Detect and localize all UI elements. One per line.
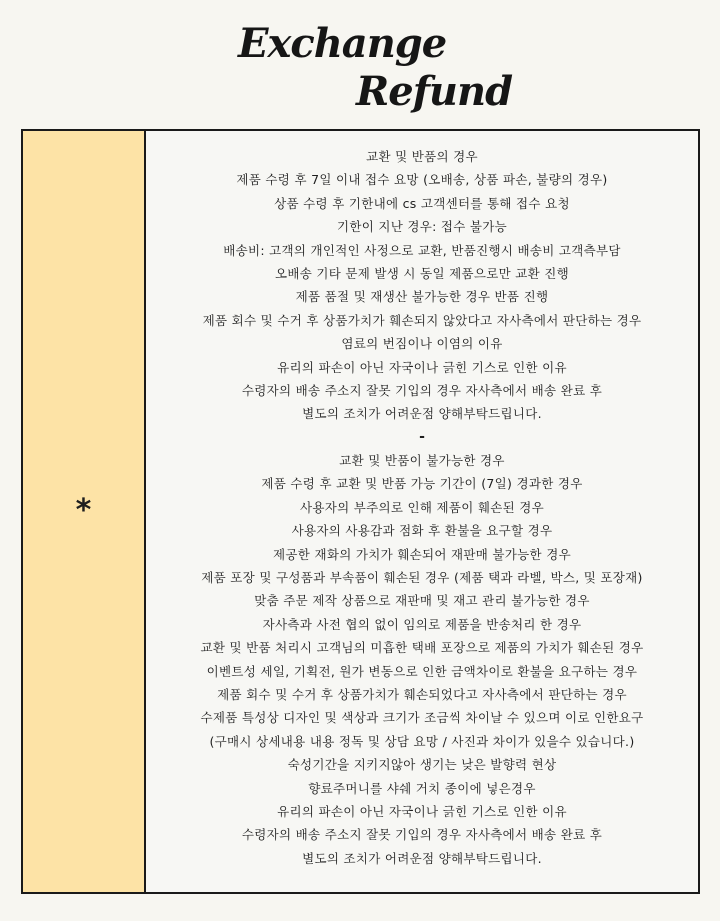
exchange-refund-allowed-list (146, 145, 698, 426)
section-separator: - (419, 428, 425, 445)
not-allowed-policy-item: 사용자의 사용감과 점화 후 환불을 요구할 경우 (291, 523, 553, 539)
not-allowed-policy-item: 수제품 특성상 디자인 및 색상과 크기가 조금씩 차이날 수 있으며 이로 인한요구 (200, 710, 644, 726)
not-allowed-policy-item: 교환 및 반품 처리시 고객님의 미흡한 택배 포장으로 제품의 가치가 훼손된 경우 (200, 640, 644, 656)
policy-content (146, 131, 698, 892)
not-allowed-policy-item: 자사측과 사전 협의 없이 임의로 제품을 반송처리 한 경우 (262, 616, 582, 632)
exchange-refund-not-allowed-list (146, 449, 698, 870)
title-exchange: Exchange (238, 20, 447, 67)
not-allowed-policy-item: 이벤트성 세일, 기획전, 원가 변동으로 인한 금액차이로 환불을 요구하는 경우 (206, 663, 638, 679)
not-allowed-policy-item: 제품 포장 및 구성품과 부속품이 훼손된 경우 (제품 택과 라벨, 박스, 및 포장재) (201, 570, 643, 586)
allowed-policy-item: 수령자의 배송 주소지 잘못 기입의 경우 자사측에서 배송 완료 후 (241, 382, 603, 398)
allowed-policy-item: 염료의 번짐이나 이염의 이유 (341, 336, 503, 352)
asterisk-marker: * (75, 493, 92, 528)
allowed-policy-item: 오배송 기타 문제 발생 시 동일 제품으로만 교환 진행 (274, 265, 570, 281)
not-allowed-policy-item: (구매시 상세내용 내용 정독 및 상담 요망 / 사진과 차이가 있을수 있습니다.) (209, 733, 635, 749)
not-allowed-policy-item: 숙성기간을 지키지않아 생기는 낮은 발향력 현상 (287, 757, 557, 773)
allowed-policy-item: 상품 수령 후 기한내에 cs 고객센터를 통해 접수 요청 (274, 195, 570, 211)
allowed-policy-item: 유리의 파손이 아닌 자국이나 긁힌 기스로 인한 이유 (277, 359, 567, 375)
allowed-policy-item: 별도의 조치가 어려운점 양해부탁드립니다. (302, 406, 542, 422)
not-allowed-policy-item: 제품 회수 및 수거 후 상품가치가 훼손되었다고 자사측에서 판단하는 경우 (217, 686, 627, 702)
allowed-policy-item: 제품 회수 및 수거 후 상품가치가 훼손되지 않았다고 자사측에서 판단하는 경우 (202, 312, 642, 328)
not-allowed-policy-item: 제품 수령 후 교환 및 반품 가능 기간이 (7일) 경과한 경우 (261, 476, 583, 492)
not-allowed-policy-item: 사용자의 부주의로 인해 제품이 훼손된 경우 (299, 499, 545, 515)
allowed-policy-item: 제품 수령 후 7일 이내 접수 요망 (오배송, 상품 파손, 불량의 경우) (236, 172, 608, 188)
not-allowed-policy-item: 맞춤 주문 제작 상품으로 재판매 및 재고 관리 불가능한 경우 (254, 593, 590, 609)
policy-table (21, 129, 700, 894)
allowed-policy-heading: 교환 및 반품의 경우 (366, 149, 478, 164)
allowed-policy-item: 배송비: 고객의 개인적인 사정으로 교환, 반품진행시 배송비 고객측부담 (223, 242, 621, 258)
allowed-policy-item: 제품 품절 및 재생산 불가능한 경우 반품 진행 (295, 289, 549, 305)
not-allowed-policy-item: 별도의 조치가 어려운점 양해부탁드립니다. (302, 850, 542, 866)
marker-column (23, 131, 146, 892)
not-allowed-policy-item: 유리의 파손이 아닌 자국이나 긁힌 기스로 인한 이유 (277, 803, 567, 819)
title-refund: Refund (356, 68, 513, 115)
not-allowed-policy-item: 제공한 재화의 가치가 훼손되어 재판매 불가능한 경우 (273, 546, 571, 562)
allowed-policy-item: 기한이 지난 경우: 접수 불가능 (336, 219, 508, 235)
not-allowed-policy-heading: 교환 및 반품이 불가능한 경우 (339, 453, 505, 469)
not-allowed-policy-item: 수령자의 배송 주소지 잘못 기입의 경우 자사측에서 배송 완료 후 (241, 827, 603, 843)
not-allowed-policy-item: 향료주머니를 샤쉐 거치 종이에 넣은경우 (308, 780, 536, 796)
